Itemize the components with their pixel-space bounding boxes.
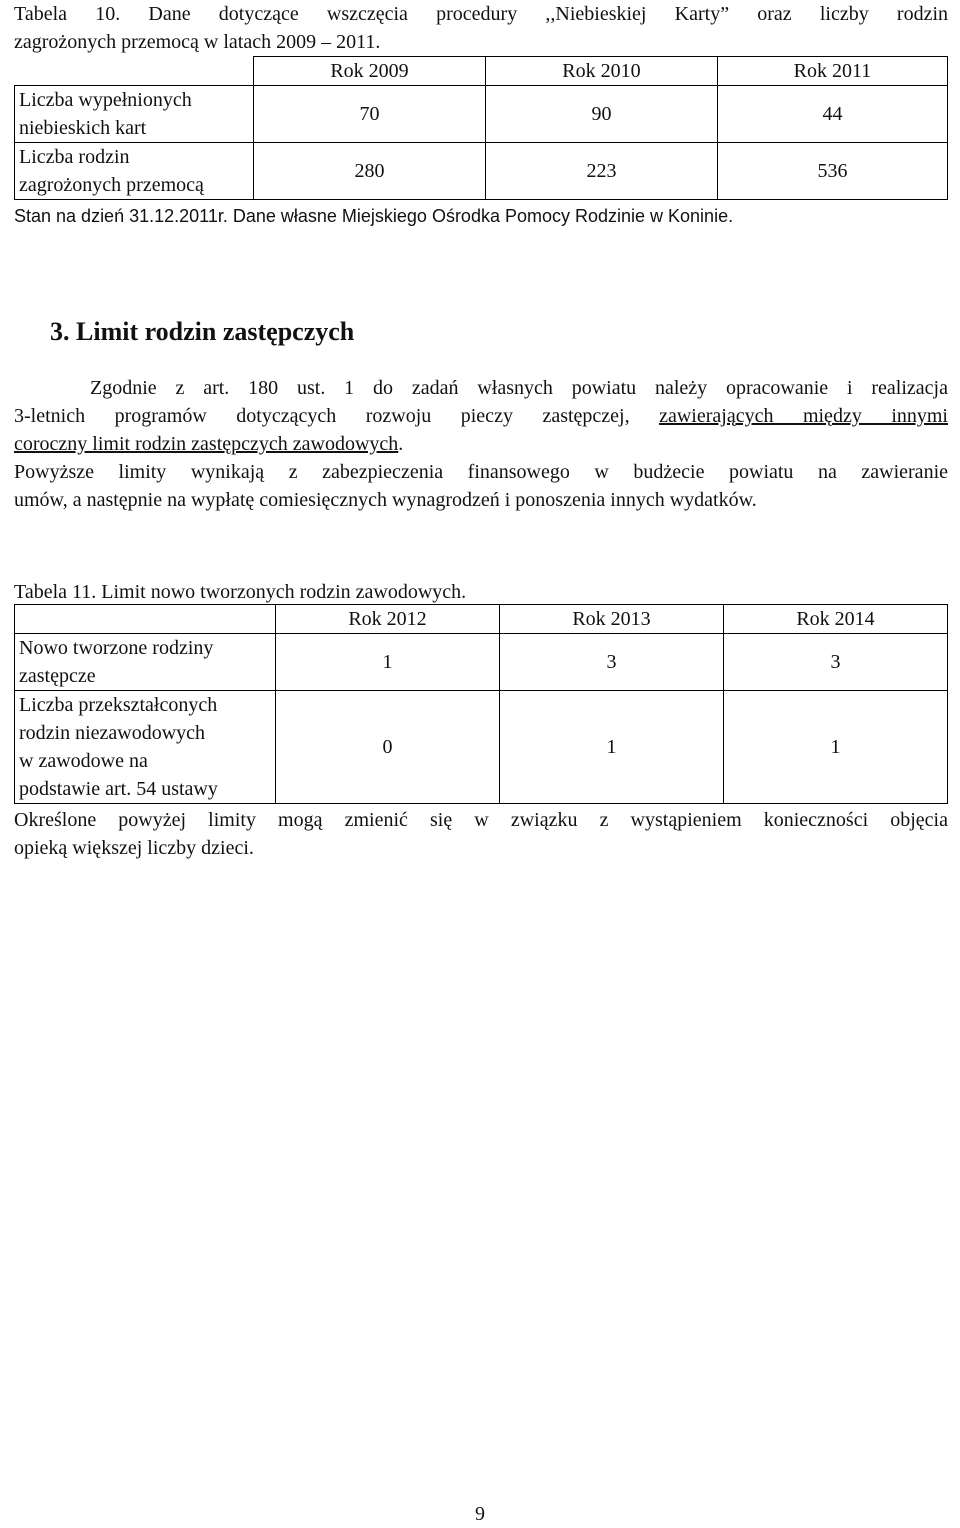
table1-row-label-line2: niebieskich kart	[19, 117, 147, 139]
table2-row-label-line: podstawie art. 54 ustawy	[19, 778, 218, 800]
table1-caption-line1: Tabela 10. Dane dotyczące wszczęcia procedury ,,Niebieskiej Karty” oraz liczby rodzin	[14, 3, 948, 25]
table1-corner-cell	[15, 57, 254, 86]
para1-line3-end: .	[398, 433, 404, 455]
table2-cell: 1	[276, 634, 500, 691]
table1-row-cards	[15, 86, 948, 143]
section-body	[14, 374, 948, 514]
table1-source-note: Stan na dzień 31.12.2011r. Dane własne Miejskiego Ośrodka Pomocy Rodzinie w Koninie.	[14, 206, 734, 226]
closing-line1: Określone powyżej limity mogą zmienić się w związku z wystąpieniem konieczności objęcia	[14, 809, 948, 831]
para1-line3	[14, 430, 948, 458]
table1-cell: 44	[717, 86, 947, 143]
para2-line1: Powyższe limity wynikają z zabezpieczenia finansowego w budżecie powiatu na zawieranie	[14, 461, 948, 483]
table2-cell: 1	[500, 691, 724, 804]
table2-row-label	[15, 691, 276, 804]
page-number: 9	[475, 1503, 485, 1525]
table1-cell: 223	[485, 143, 717, 200]
table2-caption: Tabela 11. Limit nowo tworzonych rodzin zawodowych.	[14, 581, 467, 603]
section-heading: 3. Limit rodzin zastępczych	[50, 317, 355, 346]
table1-caption-line2: zagrożonych przemocą w latach 2009 – 2011.	[14, 31, 381, 53]
table1-row-families	[15, 143, 948, 200]
table2-row-new-families	[15, 634, 948, 691]
table2-row-label-line: zastępcze	[19, 665, 96, 687]
table2-row-label-line: rodzin niezawodowych	[19, 722, 206, 744]
table1-row-label-line1: Liczba rodzin	[19, 146, 130, 168]
table1-header-2010: Rok 2010	[485, 57, 717, 86]
table2	[14, 604, 948, 804]
table2-cell: 3	[500, 634, 724, 691]
table2-row-label-line: Nowo tworzone rodziny	[19, 637, 214, 659]
document-page	[14, 0, 948, 859]
table2-cell: 1	[724, 691, 948, 804]
table2-header-row	[15, 605, 948, 634]
table1-cell: 70	[254, 86, 486, 143]
table2-header-2013: Rok 2013	[500, 605, 724, 634]
table1-cell: 536	[717, 143, 947, 200]
table2-cell: 0	[276, 691, 500, 804]
table2-row-label-line: Liczba przekształconych	[19, 694, 218, 716]
table1-row-label	[15, 143, 254, 200]
table2-header-2014: Rok 2014	[724, 605, 948, 634]
table2-cell: 3	[724, 634, 948, 691]
para1-line2-underlined: zawierających między innymi	[659, 405, 948, 427]
table1-cell: 90	[485, 86, 717, 143]
table1-row-label	[15, 86, 254, 143]
table2-row-label	[15, 634, 276, 691]
para2-line2: umów, a następnie na wypłatę comiesięcznych wynagrodzeń i ponoszenia innych wydatków.	[14, 489, 757, 511]
closing-line2: opieką większej liczby dzieci.	[14, 837, 254, 859]
table1-row-label-line1: Liczba wypełnionych	[19, 89, 192, 111]
table1-header-2011: Rok 2011	[717, 57, 947, 86]
para1-line1: Zgodnie z art. 180 ust. 1 do zadań własnych powiatu należy opracowanie i realizacja	[90, 377, 948, 399]
table1	[14, 56, 948, 200]
table2-row-label-line: w zawodowe na	[19, 750, 148, 772]
para1-line2	[14, 402, 948, 430]
table1-row-label-line2: zagrożonych przemocą	[19, 174, 204, 196]
closing-paragraph	[14, 806, 948, 862]
table2-header-2012: Rok 2012	[276, 605, 500, 634]
table1-cell: 280	[254, 143, 486, 200]
para1-line2-text: 3-letnich programów dotyczących rozwoju pieczy zastępczej,	[14, 405, 660, 427]
table2-row-converted-families	[15, 691, 948, 804]
para1-line3-underlined: coroczny limit rodzin zastępczych zawodowych	[14, 433, 399, 455]
table1-header-2009: Rok 2009	[254, 57, 486, 86]
table2-corner-cell	[15, 605, 276, 634]
table1-header-row	[15, 57, 948, 86]
